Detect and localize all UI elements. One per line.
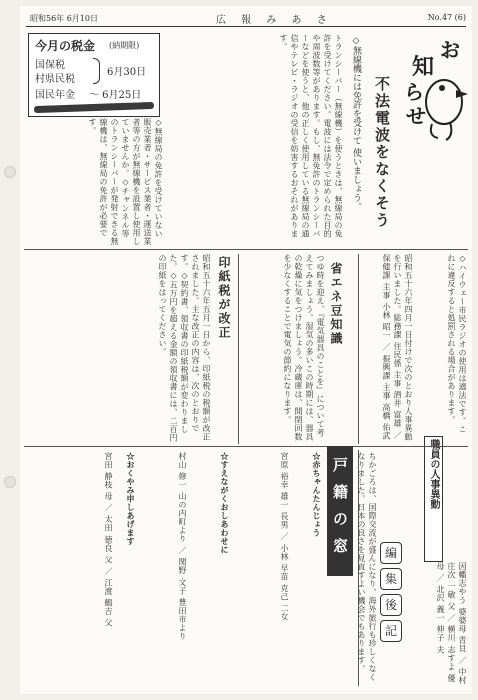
section-divider	[24, 249, 468, 250]
notice-char-chi: 知	[412, 54, 435, 80]
tax-date-3: 〜 6月25日	[89, 90, 142, 101]
section-divider	[24, 446, 468, 447]
notice-headline: 不法電波をなくそう	[373, 76, 391, 229]
editor-box-char: 編	[380, 542, 402, 564]
weddings-list: 村山 修一 山の内町より ／ 関野 文子 豊田市より	[178, 452, 187, 641]
energy-headline: 省エネ豆知識	[329, 262, 343, 346]
editor-note-headline	[380, 542, 402, 654]
notice-char-se: せ	[406, 104, 426, 128]
binder-hole	[4, 166, 16, 178]
column-rule	[358, 254, 359, 444]
notice-body-2: ◇無線局の免許を受けていない販売業者・サービス業者・運送業者等の方が無線機を設置し使用していませんか。◇チャンネル等のトランシーバーが発射できる無線機は、無線局の免許が必要です。	[88, 118, 163, 246]
page-header	[20, 6, 472, 28]
editor-box-char: 記	[380, 620, 402, 642]
stamp-tax-headline: 印紙税が改正	[217, 256, 231, 340]
energy-body: つゆ時を迎え、『電気器具のことを』について考えてみましょう。湿気の多いこの時期には、器具の乾燥に気をつけましょう。冷蔵庫は、開閉回数を少なくすることで電気の節約になります。	[283, 254, 325, 441]
tax-item-resident: 村県民税	[35, 74, 75, 85]
notice-body-1: トランシーバー（無線機）を使うときは、無線局の免許を受けてください。電波には法令で定められた目的や周波数等があります。もし、無免許のトランシーバーなどを使うと、他の正しく使用している無線局の通信やテレビ・ラジオの受信を妨害するおそれがあります。	[279, 34, 343, 238]
brush-stroke-decoration	[34, 102, 154, 113]
personnel-list-continued: 因幡志やう 婆婆母 青貝 ／ 中村 庄次 一敏 父 ／ 横川 志すよ 優 母 ／ 北沢 義一 伸子 夫	[436, 562, 467, 688]
family-register-headline: 戸籍の窓	[327, 446, 353, 576]
issue-number: No.47 (6)	[427, 13, 466, 22]
deaths-list: 宮田 静枝 母 ／ 太田 徳良 父 ／ 江渡 鶴吉 父	[104, 452, 113, 627]
binder-hole	[4, 476, 16, 488]
newsletter-title: 広 報 み あ さ	[216, 15, 333, 26]
deaths-heading: ☆おくやみ申しあげます	[126, 452, 136, 546]
stamp-tax-body: 昭和五十六年五月一日から、印紙税の税額が改正されました。主な改正の内容は、次のとおりです。◇契約書、領収書の印紙税額が変わりました。◇五万円を超える金額の領収書には、二百円の印紙をはってください。	[158, 254, 211, 442]
issue-date: 昭和56年 6月10日	[30, 14, 98, 23]
tax-item-kokuho: 国保税	[35, 60, 65, 71]
tax-box-deadline-label: (納期限)	[109, 41, 140, 50]
notice-body-3: ◇ハイウェー市民ラジオの使用は適法です。これに違反すると処罰される場合があります。	[447, 254, 467, 434]
personnel-headline: 職員の人事異動	[424, 436, 443, 562]
header-rule	[26, 26, 466, 27]
tax-date-1: 6月30日	[107, 67, 147, 78]
editor-note-body: ちかごろは、国際交流が盛んになり、海外旅行も珍しくなくなりました。日本の良さを見直すよい機会でもあります。	[357, 452, 377, 682]
column-rule	[238, 254, 239, 444]
notice-subhead: ◇無線機には免許を受けて 使いましょう。	[351, 36, 361, 211]
editor-box-char: 集	[380, 568, 402, 590]
births-heading: ☆赤ちゃんたんじょう	[312, 452, 322, 537]
bird-mascot-icon	[398, 54, 472, 144]
births-list: 宮原 裕幸 雄一 長男 ／ 小林 早苗 克己 二女	[280, 452, 289, 621]
tax-deadline-box	[28, 33, 160, 117]
weddings-heading: ☆すえながくおしあわせに	[220, 452, 230, 554]
editor-box-char: 後	[380, 594, 402, 616]
tax-item-pension: 国民年金	[35, 90, 75, 101]
personnel-body: 昭和五十六年四月一日付けで次のとおり人事異動を行いました。総務課 住民係 主事 酒井 富雄 ／ 保健課 主事 小林 昭一 ／ 振興課 主事 高橋 佑武	[382, 254, 413, 443]
notice-char-o: お	[440, 38, 460, 62]
notice-char-ra: ら	[404, 80, 424, 104]
tax-box-title: 今月の税金	[35, 39, 96, 53]
newsletter-page	[20, 6, 472, 694]
tax-brace	[93, 58, 100, 84]
